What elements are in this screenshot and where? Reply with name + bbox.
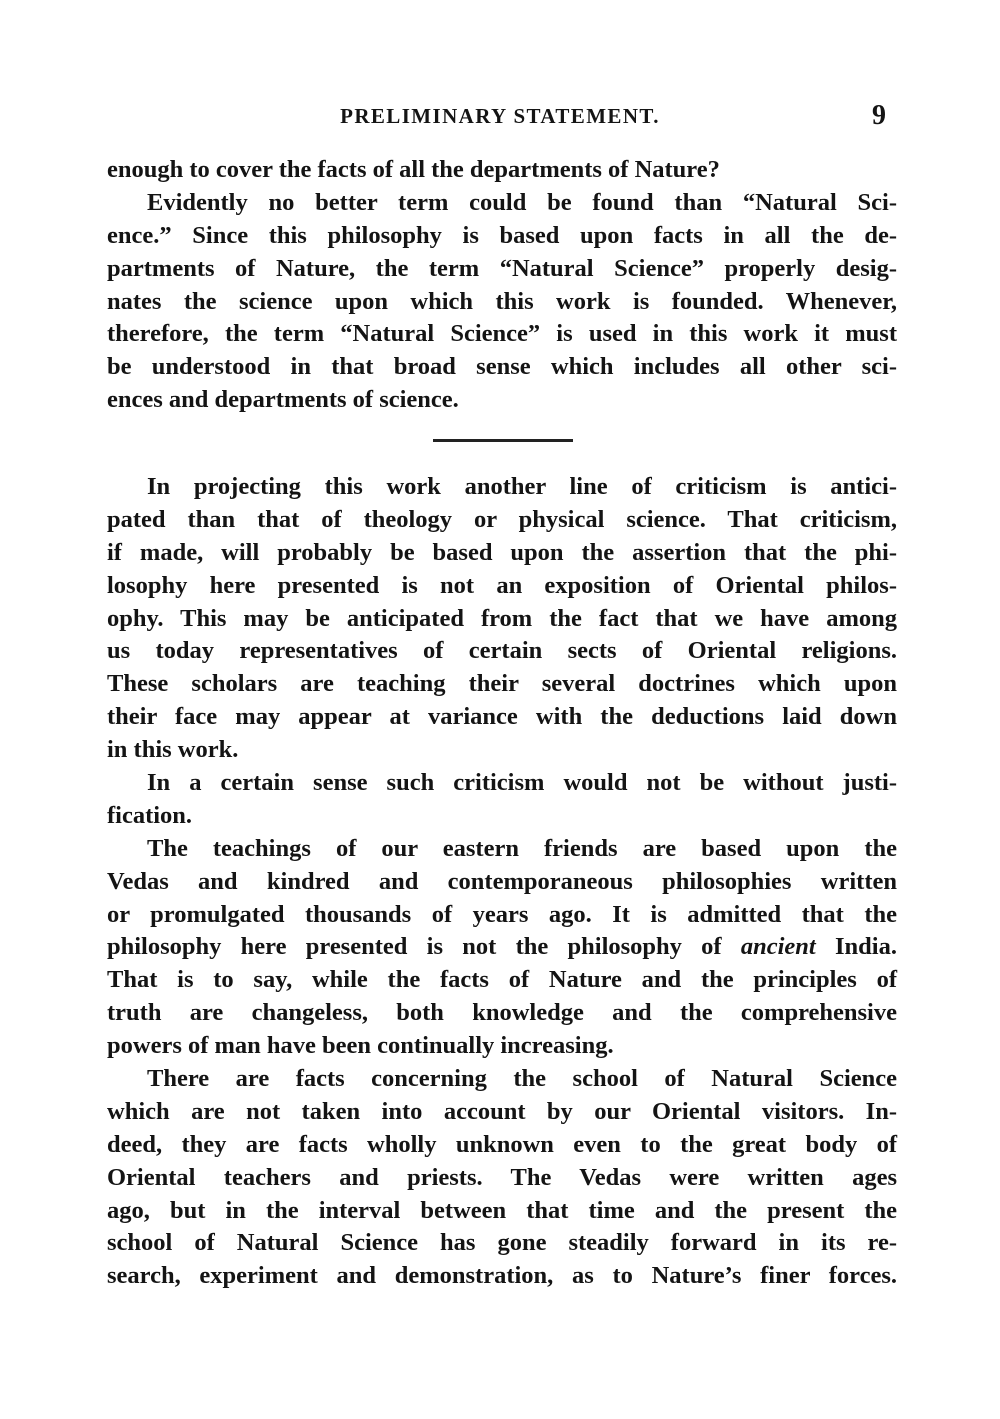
text-line: These scholars are teaching their several doctrines which upon [107, 670, 897, 698]
text-line: search, experiment and demonstration, as to Nature’s finer forces. [107, 1262, 897, 1290]
running-head [0, 102, 1000, 136]
text-line: ophy. This may be anticipated from the fact that we have among [107, 604, 897, 632]
text-line: in this work. [107, 736, 239, 764]
text-line: There are facts concerning the school of Natural Science [147, 1065, 897, 1093]
text-line: pated than that of theology or physical science. That criticism, [107, 505, 897, 533]
text-line: which are not taken into account by our Oriental visitors. In- [107, 1097, 897, 1125]
paragraph [107, 833, 897, 1063]
text-line: Evidently no better term could be found than “Natural Sci- [147, 188, 897, 216]
paragraph [107, 154, 897, 187]
text-line: That is to say, while the facts of Nature and the principles of [107, 966, 897, 994]
text-line: ence.” Since this philosophy is based upon facts in all the de- [107, 221, 897, 249]
running-head-title: PRELIMINARY STATEMENT. [340, 104, 660, 128]
text-line: ago, but in the interval between that time and the present the [107, 1196, 897, 1224]
text-line: enough to cover the facts of all the departments of Nature? [107, 156, 720, 183]
text-span: philosophy here presented is not the philosophy of [107, 933, 741, 961]
text-line: In projecting this work another line of criticism is antici- [147, 473, 897, 500]
text-line: ences and departments of science. [107, 386, 459, 414]
text-line: nates the science upon which this work is founded. Whenever, [107, 287, 897, 315]
paragraph [107, 767, 897, 833]
text-line: us today representatives of certain sects of Oriental religions. [107, 637, 897, 665]
paragraph [107, 1063, 897, 1293]
page-number: 9 [872, 100, 886, 131]
text-line: truth are changeless, both knowledge and the comprehensive [107, 999, 897, 1027]
paragraph [107, 187, 897, 417]
text-line: Vedas and kindred and contemporaneous philosophies written [107, 867, 897, 895]
text-line: their face may appear at variance with the deductions laid down [107, 703, 897, 731]
text-block-top [107, 154, 897, 417]
paragraph [107, 471, 897, 767]
text-line: or promulgated thousands of years ago. It is admitted that the [107, 900, 897, 928]
text-block-main [107, 471, 897, 1293]
text-line: The teachings of our eastern friends are based upon the [147, 834, 897, 862]
text-line: fication. [107, 801, 193, 829]
text-line: Oriental teachers and priests. The Vedas were written ages [107, 1163, 897, 1191]
text-line: In a certain sense such criticism would not be without justi- [147, 769, 897, 797]
text-line: be understood in that broad sense which includes all other sci- [107, 353, 897, 381]
emphasized-word: ancient [740, 933, 816, 961]
text-line: school of Natural Science has gone steadily forward in its re- [107, 1229, 897, 1257]
section-divider [433, 439, 573, 442]
text-line: deed, they are facts wholly unknown even to the great body of [107, 1130, 897, 1158]
text-line: therefore, the term “Natural Science” is used in this work it must [107, 320, 897, 348]
text-line: partments of Nature, the term “Natural Science” properly desig- [107, 254, 897, 282]
text-line [107, 931, 897, 964]
text-span: India. [815, 933, 897, 961]
text-line: if made, will probably be based upon the assertion that the phi- [107, 538, 897, 566]
text-line: losophy here presented is not an exposition of Oriental philos- [107, 571, 897, 599]
text-line: powers of man have been continually increasing. [107, 1032, 614, 1060]
